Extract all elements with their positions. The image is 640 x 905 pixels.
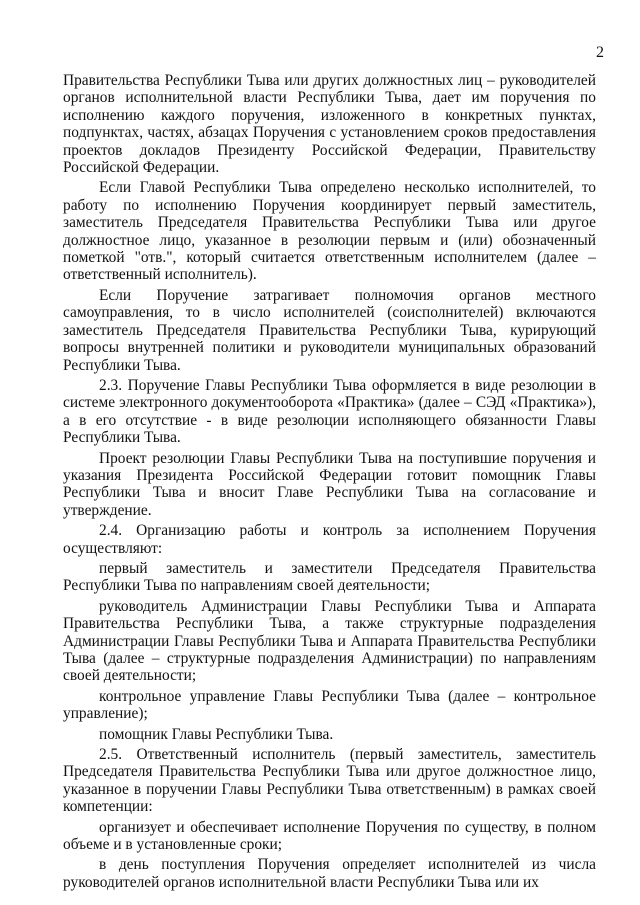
paragraph: 2.4. Организацию работы и контроль за исполнением Поручения осуществляют: bbox=[63, 522, 596, 557]
list-item: первый заместитель и заместители Председателя Правительства Республики Тыва по направлениям своей деятельности; bbox=[63, 559, 596, 595]
list-item: в день поступления Поручения определяет исполнителей из числа руководителей органов исполнительной власти Республики Тыва или их bbox=[63, 856, 596, 891]
paragraph: Правительства Республики Тыва или других должностных лиц – руководителей органов исполнительной власти Республики Тыва, дает им поручения по исполнению каждого поручения, изложенного в конкретных пунктах, подпунктах, частях, абзацах Поручения с установлением сроков предоставления проектов докладов Президенту Российской Федерации, Правительству Российской Федерации. bbox=[63, 72, 596, 177]
list-item: организует и обеспечивает исполнение Поручения по существу, в полном объеме и в установленные сроки; bbox=[63, 818, 596, 854]
list-item: помощник Главы Республики Тыва. bbox=[99, 725, 334, 743]
paragraph: 2.3. Поручение Главы Республики Тыва оформляется в виде резолюции в системе электронного документооборота «Практика» (далее – СЭД «Практика»), а в его отсутствие - в виде резолюции исполняющего обязанности Главы Республики Тыва. bbox=[63, 376, 596, 447]
paragraph: Проект резолюции Главы Республики Тыва на поступившие поручения и указания Президента Российской Федерации готовит помощник Главы Республики Тыва и вносит Главе Республики Тыва на согласование и утверждение. bbox=[63, 449, 596, 519]
paragraph: Если Поручение затрагивает полномочия органов местного самоуправления, то в число исполнителей (соисполнителей) включаются заместитель Председателя Правительства Республики Тыва, курирующий вопросы внутренней политики и руководители муниципальных образований Республики Тыва. bbox=[63, 286, 596, 374]
list-item: руководитель Администрации Главы Республики Тыва и Аппарата Правительства Республики Тыва, а также структурные подразделения Администрации Главы Республики Тыва и Аппарата Правительства Республики Тыва (далее – структурные подразделения Администрации) по направлениям своей деятельности; bbox=[63, 597, 596, 685]
page-number: 2 bbox=[596, 44, 604, 61]
paragraph: 2.5. Ответственный исполнитель (первый заместитель, заместитель Председателя Правительства Республики Тыва или другое должностное лицо, указанное в поручении Главы Республики Тыва ответственным) в рамках своей компетенции: bbox=[63, 746, 596, 816]
list-item: контрольное управление Главы Республики Тыва (далее – контрольное управление); bbox=[63, 687, 596, 723]
document-body bbox=[63, 72, 596, 894]
paragraph: Если Главой Республики Тыва определено несколько исполнителей, то работу по исполнению Поручения координирует первый заместитель, заместитель Председателя Правительства Республики Тыва или другое должностное лицо, указанное в резолюции первым и (или) обозначенный пометкой "отв.", который считается ответственным исполнителем (далее – ответственный исполнитель). bbox=[63, 179, 596, 284]
